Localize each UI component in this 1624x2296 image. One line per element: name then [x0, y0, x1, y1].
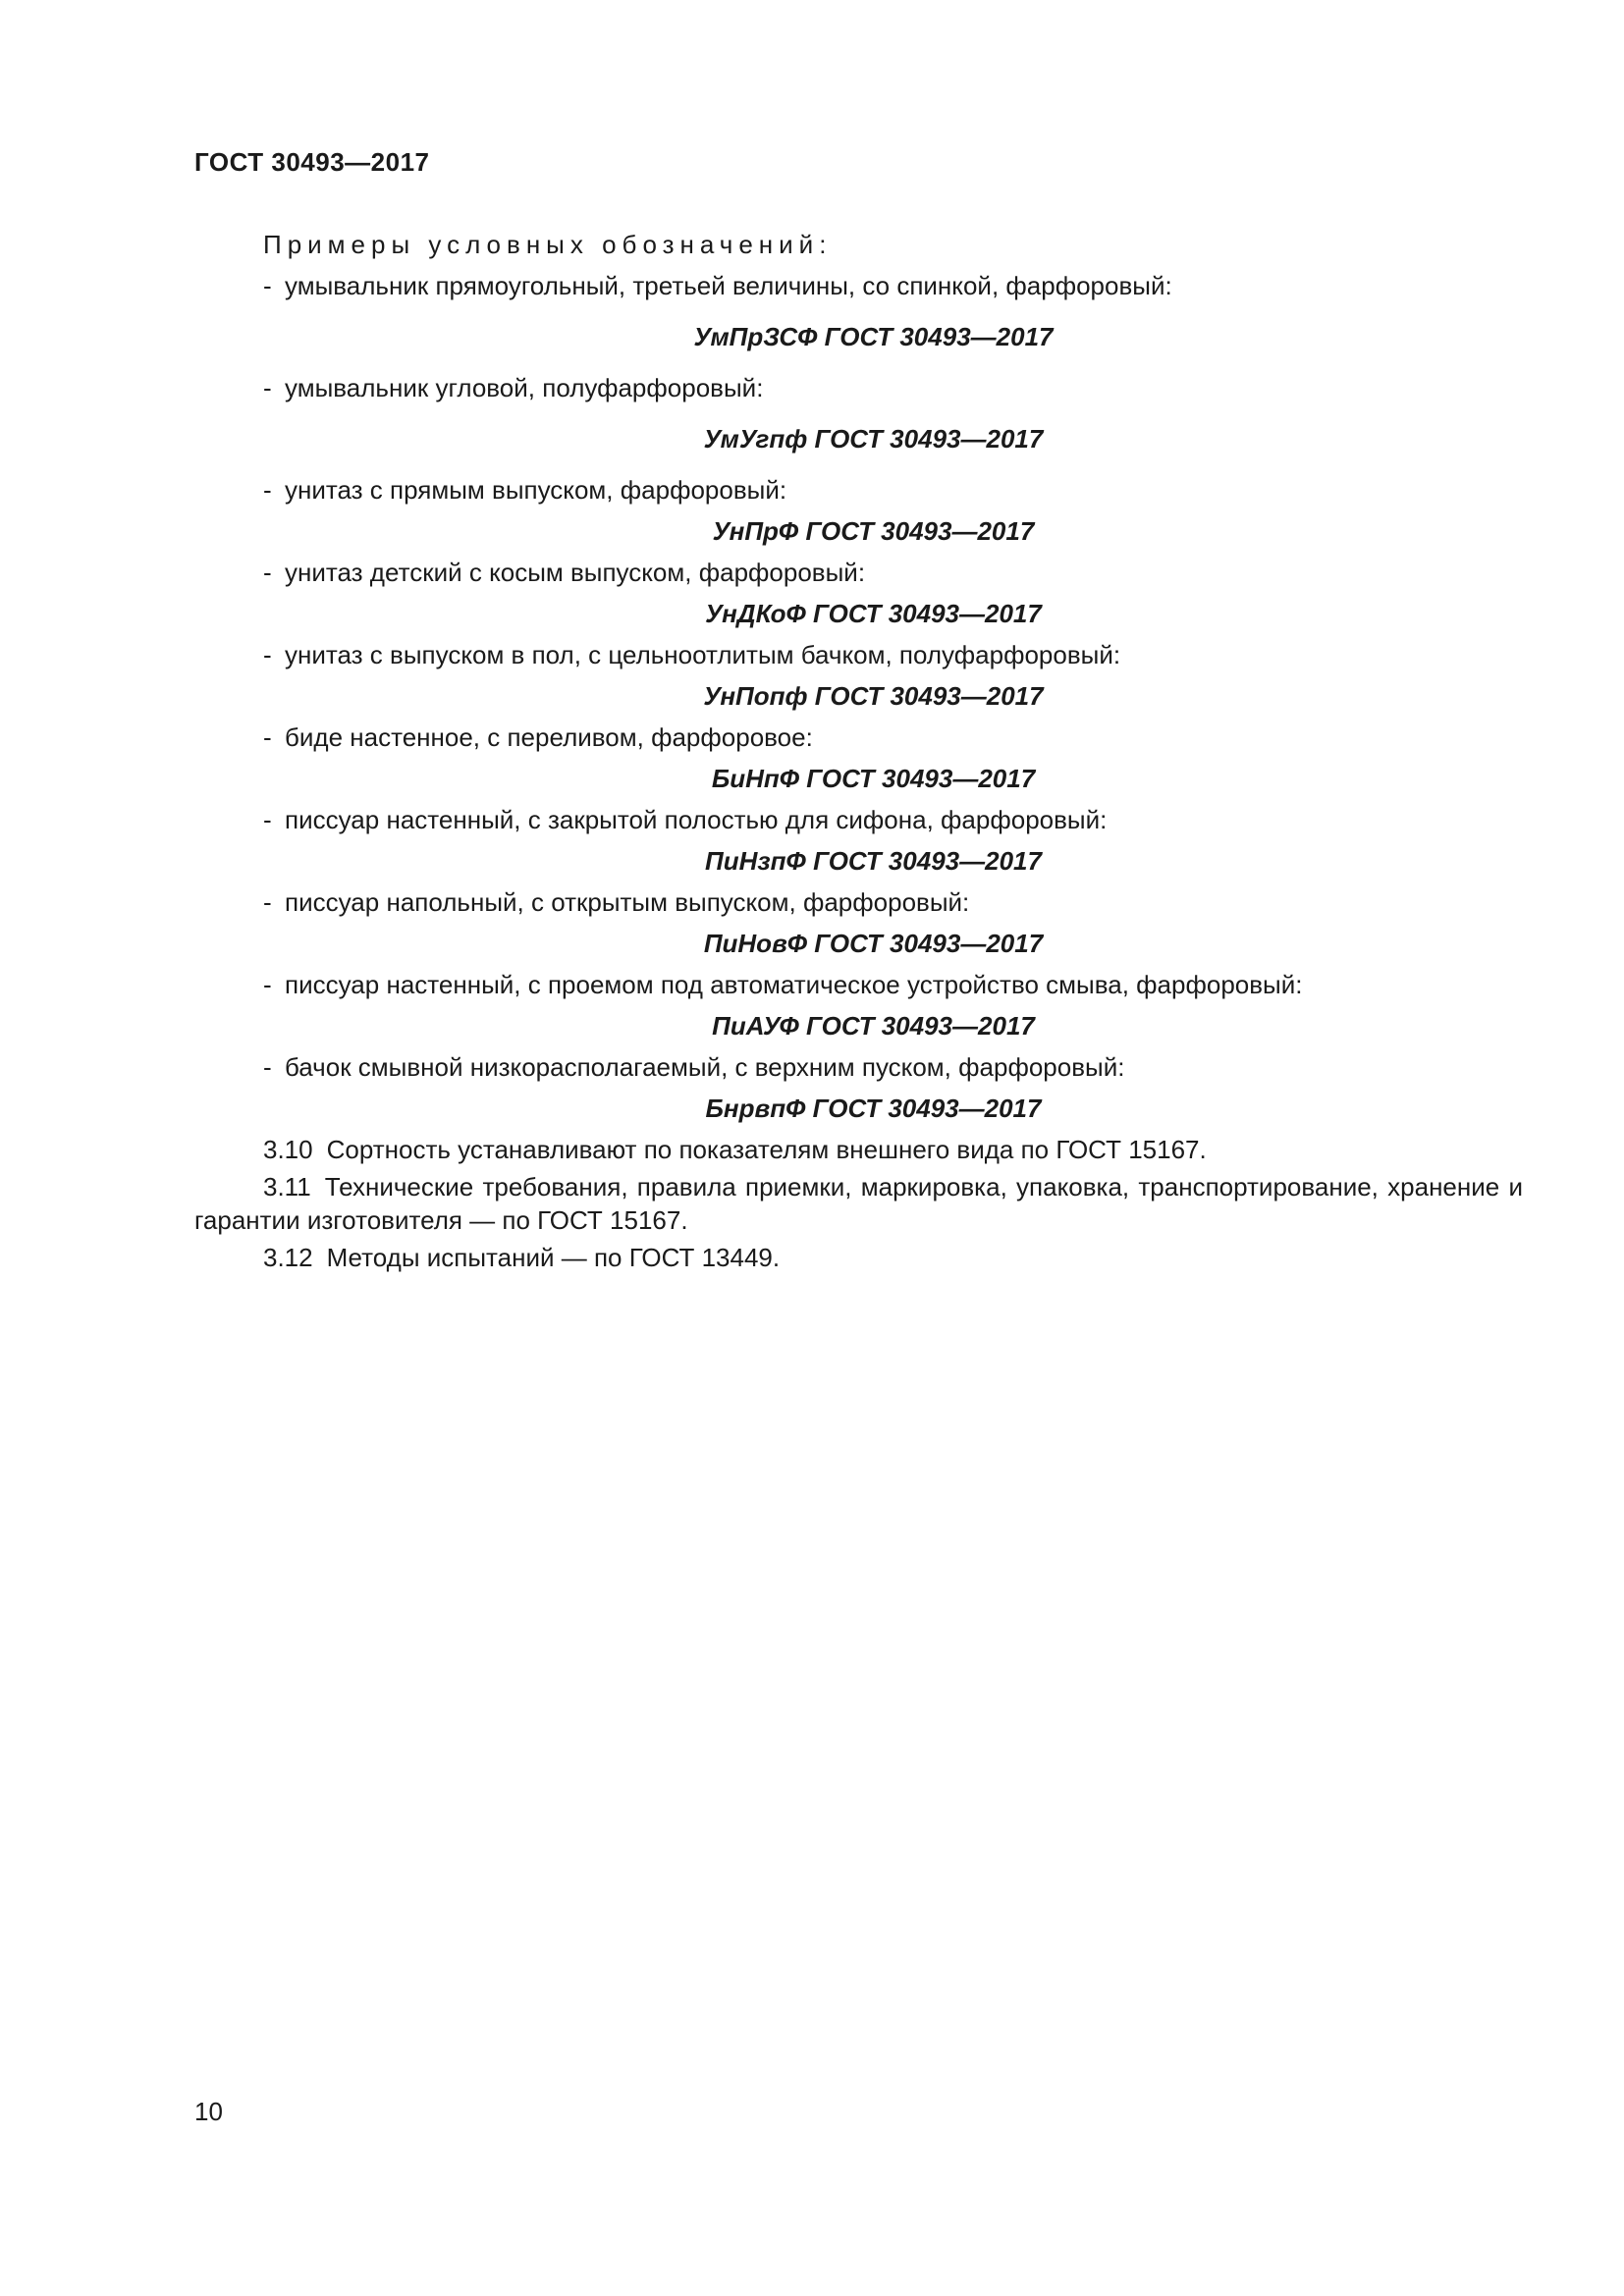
- example-description: - умывальник угловой, полуфарфоровый:: [194, 367, 1523, 408]
- list-dash: -: [263, 722, 272, 752]
- example-code: УмПрЗСФ ГОСТ 30493—2017: [693, 322, 1054, 351]
- example-description: - унитаз с прямым выпуском, фарфоровый:: [194, 469, 1523, 510]
- example-code: УмУгпф ГОСТ 30493—2017: [703, 424, 1044, 454]
- page-number: 10: [194, 2097, 223, 2126]
- example-description: - писсуар настенный, с закрытой полостью для сифона, фарфоровый:: [194, 799, 1523, 840]
- list-dash: -: [263, 373, 272, 402]
- document-body: [194, 224, 1523, 1274]
- example-description: - биде настенное, с переливом, фарфоровое:: [194, 717, 1523, 758]
- example-code: БиНпФ ГОСТ 30493—2017: [711, 764, 1036, 793]
- list-dash: -: [263, 887, 272, 917]
- example-description: - писсуар напольный, с открытым выпуском, фарфоровый:: [194, 881, 1523, 923]
- list-dash: -: [263, 475, 272, 505]
- examples-intro: Примеры условных обозначений:: [263, 230, 833, 259]
- list-dash: -: [263, 558, 272, 587]
- clause-text: Технические требования, правила приемки, маркировка, упаковка, транспортирование, хранение и гарантии изготовителя — по ГОСТ 15167.: [194, 1172, 1523, 1235]
- list-dash: -: [263, 970, 272, 999]
- example-code: ПиНзпФ ГОСТ 30493—2017: [705, 846, 1042, 876]
- clause-3-11: [194, 1170, 1523, 1237]
- list-dash: -: [263, 271, 272, 300]
- clause-3-12: [194, 1241, 1523, 1274]
- example-description: - умывальник прямоугольный, третьей величины, со спинкой, фарфоровый:: [194, 265, 1523, 306]
- example-code: БнрвпФ ГОСТ 30493—2017: [705, 1094, 1042, 1123]
- document-designation: ГОСТ 30493—2017: [194, 147, 430, 177]
- example-description: - унитаз детский с косым выпуском, фарфоровый:: [194, 552, 1523, 593]
- examples-list: [194, 265, 1523, 1129]
- example-description: - унитаз с выпуском в пол, с цельноотлитым бачком, полуфарфоровый:: [194, 634, 1523, 675]
- clause-3-10: [194, 1133, 1523, 1166]
- list-dash: -: [263, 1052, 272, 1082]
- example-code: УнПрФ ГОСТ 30493—2017: [712, 516, 1035, 546]
- example-description: - писсуар настенный, с проемом под автоматическое устройство смыва, фарфоровый:: [194, 964, 1523, 1005]
- example-code: УнДКоФ ГОСТ 30493—2017: [705, 599, 1042, 628]
- clause-number: 3.12: [263, 1243, 313, 1272]
- clause-text: Методы испытаний — по ГОСТ 13449.: [326, 1243, 781, 1272]
- clause-number: 3.11: [263, 1172, 311, 1201]
- example-code: ПиАУФ ГОСТ 30493—2017: [712, 1011, 1035, 1041]
- clause-number: 3.10: [263, 1135, 313, 1164]
- list-dash: -: [263, 640, 272, 669]
- clause-text: Сортность устанавливают по показателям внешнего вида по ГОСТ 15167.: [326, 1135, 1207, 1164]
- list-dash: -: [263, 805, 272, 834]
- example-description: - бачок смывной низкорасполагаемый, с верхним пуском, фарфоровый:: [194, 1046, 1523, 1088]
- example-code: УнПопф ГОСТ 30493—2017: [703, 681, 1044, 711]
- example-code: ПиНовФ ГОСТ 30493—2017: [703, 929, 1044, 958]
